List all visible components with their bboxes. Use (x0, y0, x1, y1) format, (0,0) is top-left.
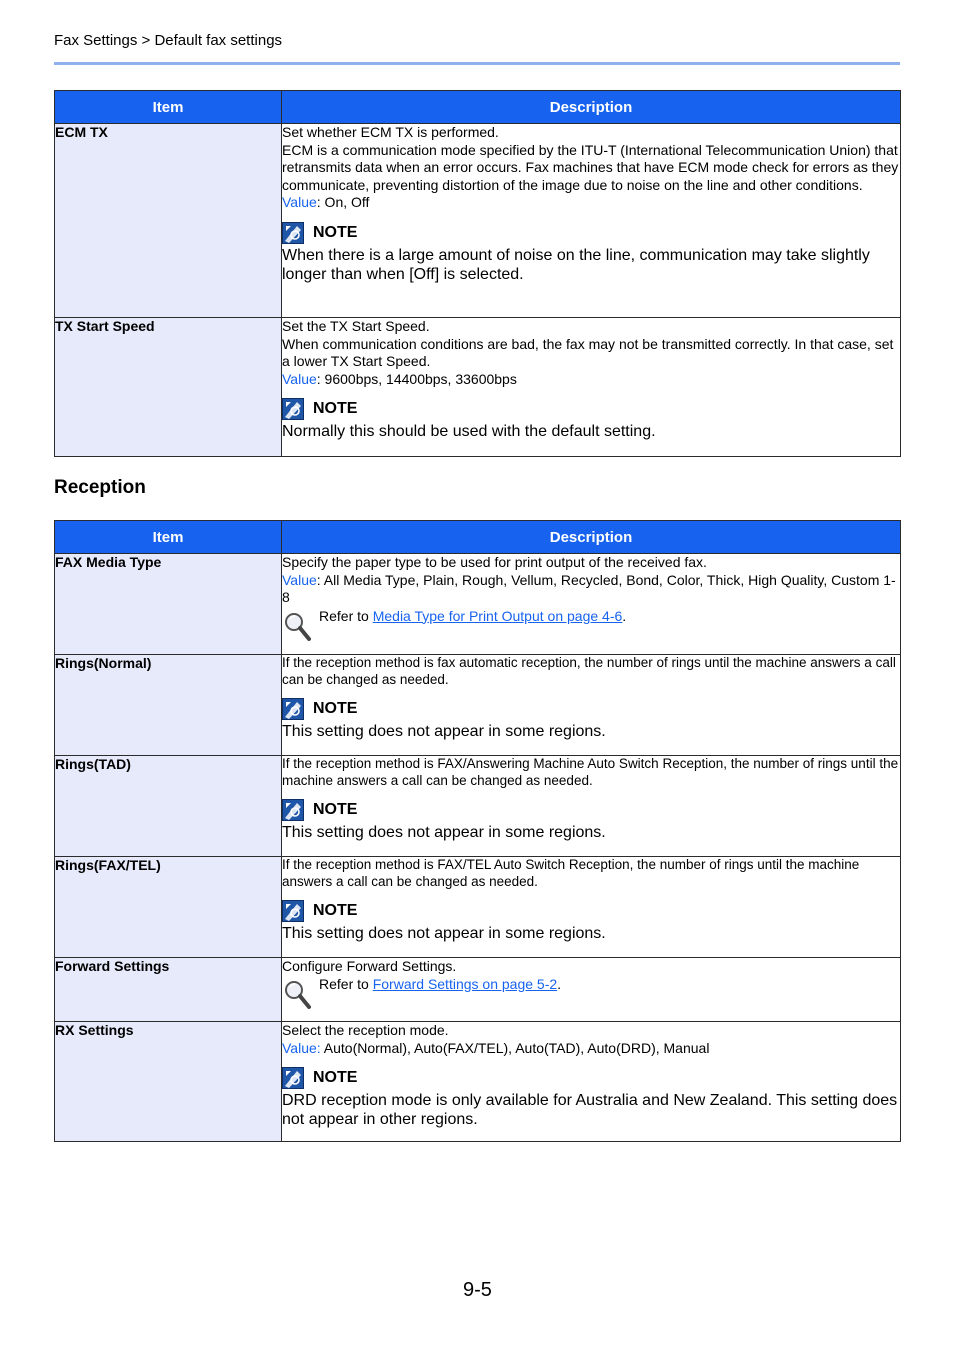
column-header-item: Item (55, 91, 282, 124)
description-text: Set the TX Start Speed. (282, 318, 430, 334)
magnifier-icon (282, 610, 312, 642)
note-block (282, 1066, 900, 1129)
reference-line (282, 608, 900, 642)
note-text: Normally this should be used with the default setting. (282, 423, 656, 440)
item-description (282, 857, 901, 958)
note-icon (282, 799, 304, 821)
note-block (282, 397, 900, 441)
section-title: Reception (54, 477, 146, 498)
description-text: Configure Forward Settings. (282, 958, 457, 974)
column-header-description: Description (282, 91, 901, 124)
note-title: NOTE (313, 901, 358, 919)
item-name: Rings(TAD) (55, 756, 282, 857)
column-header-item: Item (55, 521, 282, 554)
item-name: FAX Media Type (55, 554, 282, 655)
description-text: Select the reception mode. (282, 1022, 449, 1038)
value-text: : All Media Type, Plain, Rough, Vellum, Recycled, Bond, Color, Thick, High Quality, Custom 1-8 (282, 571, 896, 605)
value-text: : 9600bps, 14400bps, 33600bps (316, 370, 517, 387)
table-row (55, 857, 901, 958)
table-row (55, 318, 901, 457)
item-name: Forward Settings (55, 958, 282, 1022)
note-text: This setting does not appear in some regions. (282, 925, 606, 942)
refer-prefix: Refer to (319, 975, 373, 992)
description-text: Set whether ECM TX is performed. (282, 124, 499, 140)
note-text: DRD reception mode is only available for Australia and New Zealand. This setting does not appear in other regions. (282, 1092, 898, 1128)
table-row (55, 124, 901, 318)
table-row (55, 958, 901, 1022)
value-label: Value (282, 571, 317, 588)
refer-suffix: . (622, 607, 627, 624)
note-title: NOTE (313, 1069, 358, 1087)
item-name: Rings(Normal) (55, 655, 282, 756)
breadcrumb: Fax Settings > Default fax settings (54, 32, 283, 49)
item-name: RX Settings (55, 1022, 282, 1142)
note-icon (282, 222, 304, 244)
refer-suffix: . (557, 975, 562, 992)
note-title: NOTE (313, 400, 358, 418)
note-icon (282, 900, 304, 922)
note-text: When there is a large amount of noise on the line, communication may take slightly longer than when [Off] is selected. (282, 246, 870, 283)
value-text: Auto(Normal), Auto(FAX/TEL), Auto(TAD), Auto(DRD), Manual (320, 1039, 710, 1056)
description-text: If the reception method is FAX/Answering Machine Auto Switch Reception, the number of rings until the machine answers a call can be changed as needed. (282, 756, 899, 788)
item-description (282, 958, 901, 1022)
value-label: Value (282, 370, 317, 387)
value-label: Value (282, 194, 317, 210)
item-description (282, 756, 901, 857)
value-line (282, 1040, 900, 1058)
table-row (55, 655, 901, 756)
page-number: 9-5 (463, 1279, 492, 1301)
table-row (55, 554, 901, 655)
reference-link[interactable]: Forward Settings on page 5-2 (372, 975, 558, 992)
reference-link[interactable]: Media Type for Print Output on page 4-6 (372, 607, 623, 624)
magnifier-icon (282, 978, 312, 1010)
value-text: : On, Off (316, 194, 370, 210)
settings-table-reception (54, 520, 901, 1142)
table-row (55, 756, 901, 857)
note-icon (282, 698, 304, 720)
note-text: This setting does not appear in some regions. (282, 824, 606, 841)
description-text: When communication conditions are bad, the fax may not be transmitted correctly. In that case, set a lower TX Start Speed. (282, 335, 894, 369)
table-header-row (55, 521, 901, 554)
item-description (282, 124, 901, 318)
description-text: ECM is a communication mode specified by the ITU-T (International Telecommunication Union) that retransmits data when an error occurs. Fax machines that have ECM mode check for errors as they communicate, preventing distortion of the image due to noise on the line and other conditions. (282, 141, 899, 193)
value-line (282, 371, 900, 389)
item-description (282, 318, 901, 457)
note-title: NOTE (313, 223, 358, 241)
note-block (282, 697, 900, 741)
header-rule (54, 62, 900, 65)
value-label: Value: (282, 1039, 321, 1056)
table-header-row (55, 91, 901, 124)
note-title: NOTE (313, 800, 358, 818)
item-description (282, 655, 901, 756)
description-text: Specify the paper type to be used for print output of the received fax. (282, 554, 707, 570)
description-text: If the reception method is fax automatic reception, the number of rings until the machine answers a call can be changed as needed. (282, 655, 896, 687)
item-name: Rings(FAX/TEL) (55, 857, 282, 958)
note-block (282, 221, 900, 284)
settings-table-transmission (54, 90, 901, 457)
value-line (282, 194, 900, 212)
note-block (282, 899, 900, 943)
item-description (282, 1022, 901, 1142)
item-name: TX Start Speed (55, 318, 282, 457)
description-text: If the reception method is FAX/TEL Auto Switch Reception, the number of rings until the machine answers a call can be changed as needed. (282, 857, 860, 889)
note-block (282, 798, 900, 842)
reference-line (282, 976, 900, 1010)
value-line (282, 572, 900, 607)
item-description (282, 554, 901, 655)
note-icon (282, 398, 304, 420)
note-title: NOTE (313, 699, 358, 717)
column-header-description: Description (282, 521, 901, 554)
refer-prefix: Refer to (319, 607, 373, 624)
note-text: This setting does not appear in some regions. (282, 723, 606, 740)
table-row (55, 1022, 901, 1142)
note-icon (282, 1067, 304, 1089)
item-name: ECM TX (55, 124, 282, 318)
